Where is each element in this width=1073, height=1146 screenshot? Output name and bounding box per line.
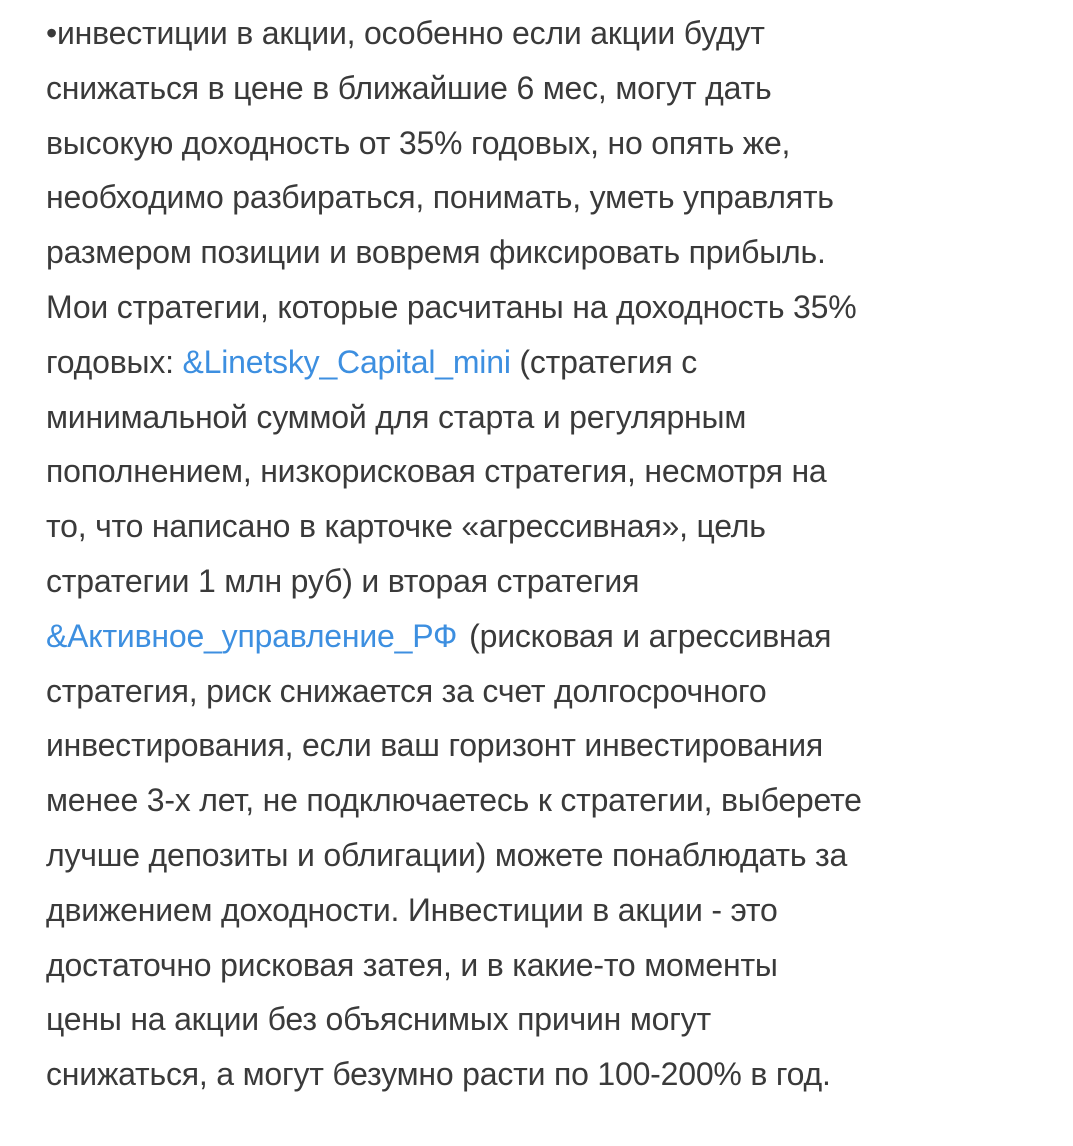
strategy-link-aktivnoe-upravlenie-rf[interactable]: &Активное_управление_РФ [46, 617, 458, 654]
text-line: стратегия, риск снижается за счет долгосрочного [46, 672, 767, 709]
text-line: лучше депозиты и облигации) можете понаблюдать за [46, 836, 848, 873]
text-line: •инвестиции в акции, особенно если акции будут [46, 15, 765, 51]
text-segment: годовых: [46, 343, 183, 380]
text-line: движением доходности. Инвестиции в акции - это [46, 891, 778, 928]
text-line: пополнением, низкорисковая стратегия, несмотря на [46, 453, 827, 490]
text-line: минимальной суммой для старта и регулярным [46, 398, 747, 435]
text-segment: (стратегия с [510, 343, 698, 380]
text-line: необходимо разбираться, понимать, уметь управлять [46, 179, 834, 216]
text-segment: (рисковая и агрессивная [469, 617, 832, 654]
text-line: стратегии 1 млн руб) и вторая стратегия [46, 562, 640, 599]
text-line: достаточно рисковая затея, и в какие-то моменты [46, 946, 778, 983]
post-body [46, 6, 1056, 1102]
text-line: снижаться в цене в ближайшие 6 мес, могут дать [46, 69, 772, 106]
text-line: Мои стратегии, которые расчитаны на доходность 35% [46, 288, 857, 325]
text-line-with-link [46, 609, 1056, 664]
text-line: цены на акции без объяснимых причин могут [46, 1001, 711, 1038]
text-line: снижаться, а могут безумно расти по 100-200% в год. [46, 1056, 831, 1093]
text-line: размером позиции и вовремя фиксировать прибыль. [46, 234, 826, 271]
text-line: менее 3-х лет, не подключаетесь к стратегии, выберете [46, 782, 862, 819]
text-line: то, что написано в карточке «агрессивная», цель [46, 508, 766, 545]
text-line: высокую доходность от 35% годовых, но опять же, [46, 124, 791, 161]
text-line: инвестирования, если ваш горизонт инвестирования [46, 727, 824, 764]
text-line-with-link [46, 335, 1056, 390]
strategy-link-linetsky-capital-mini[interactable]: &Linetsky_Capital_mini [182, 343, 511, 380]
